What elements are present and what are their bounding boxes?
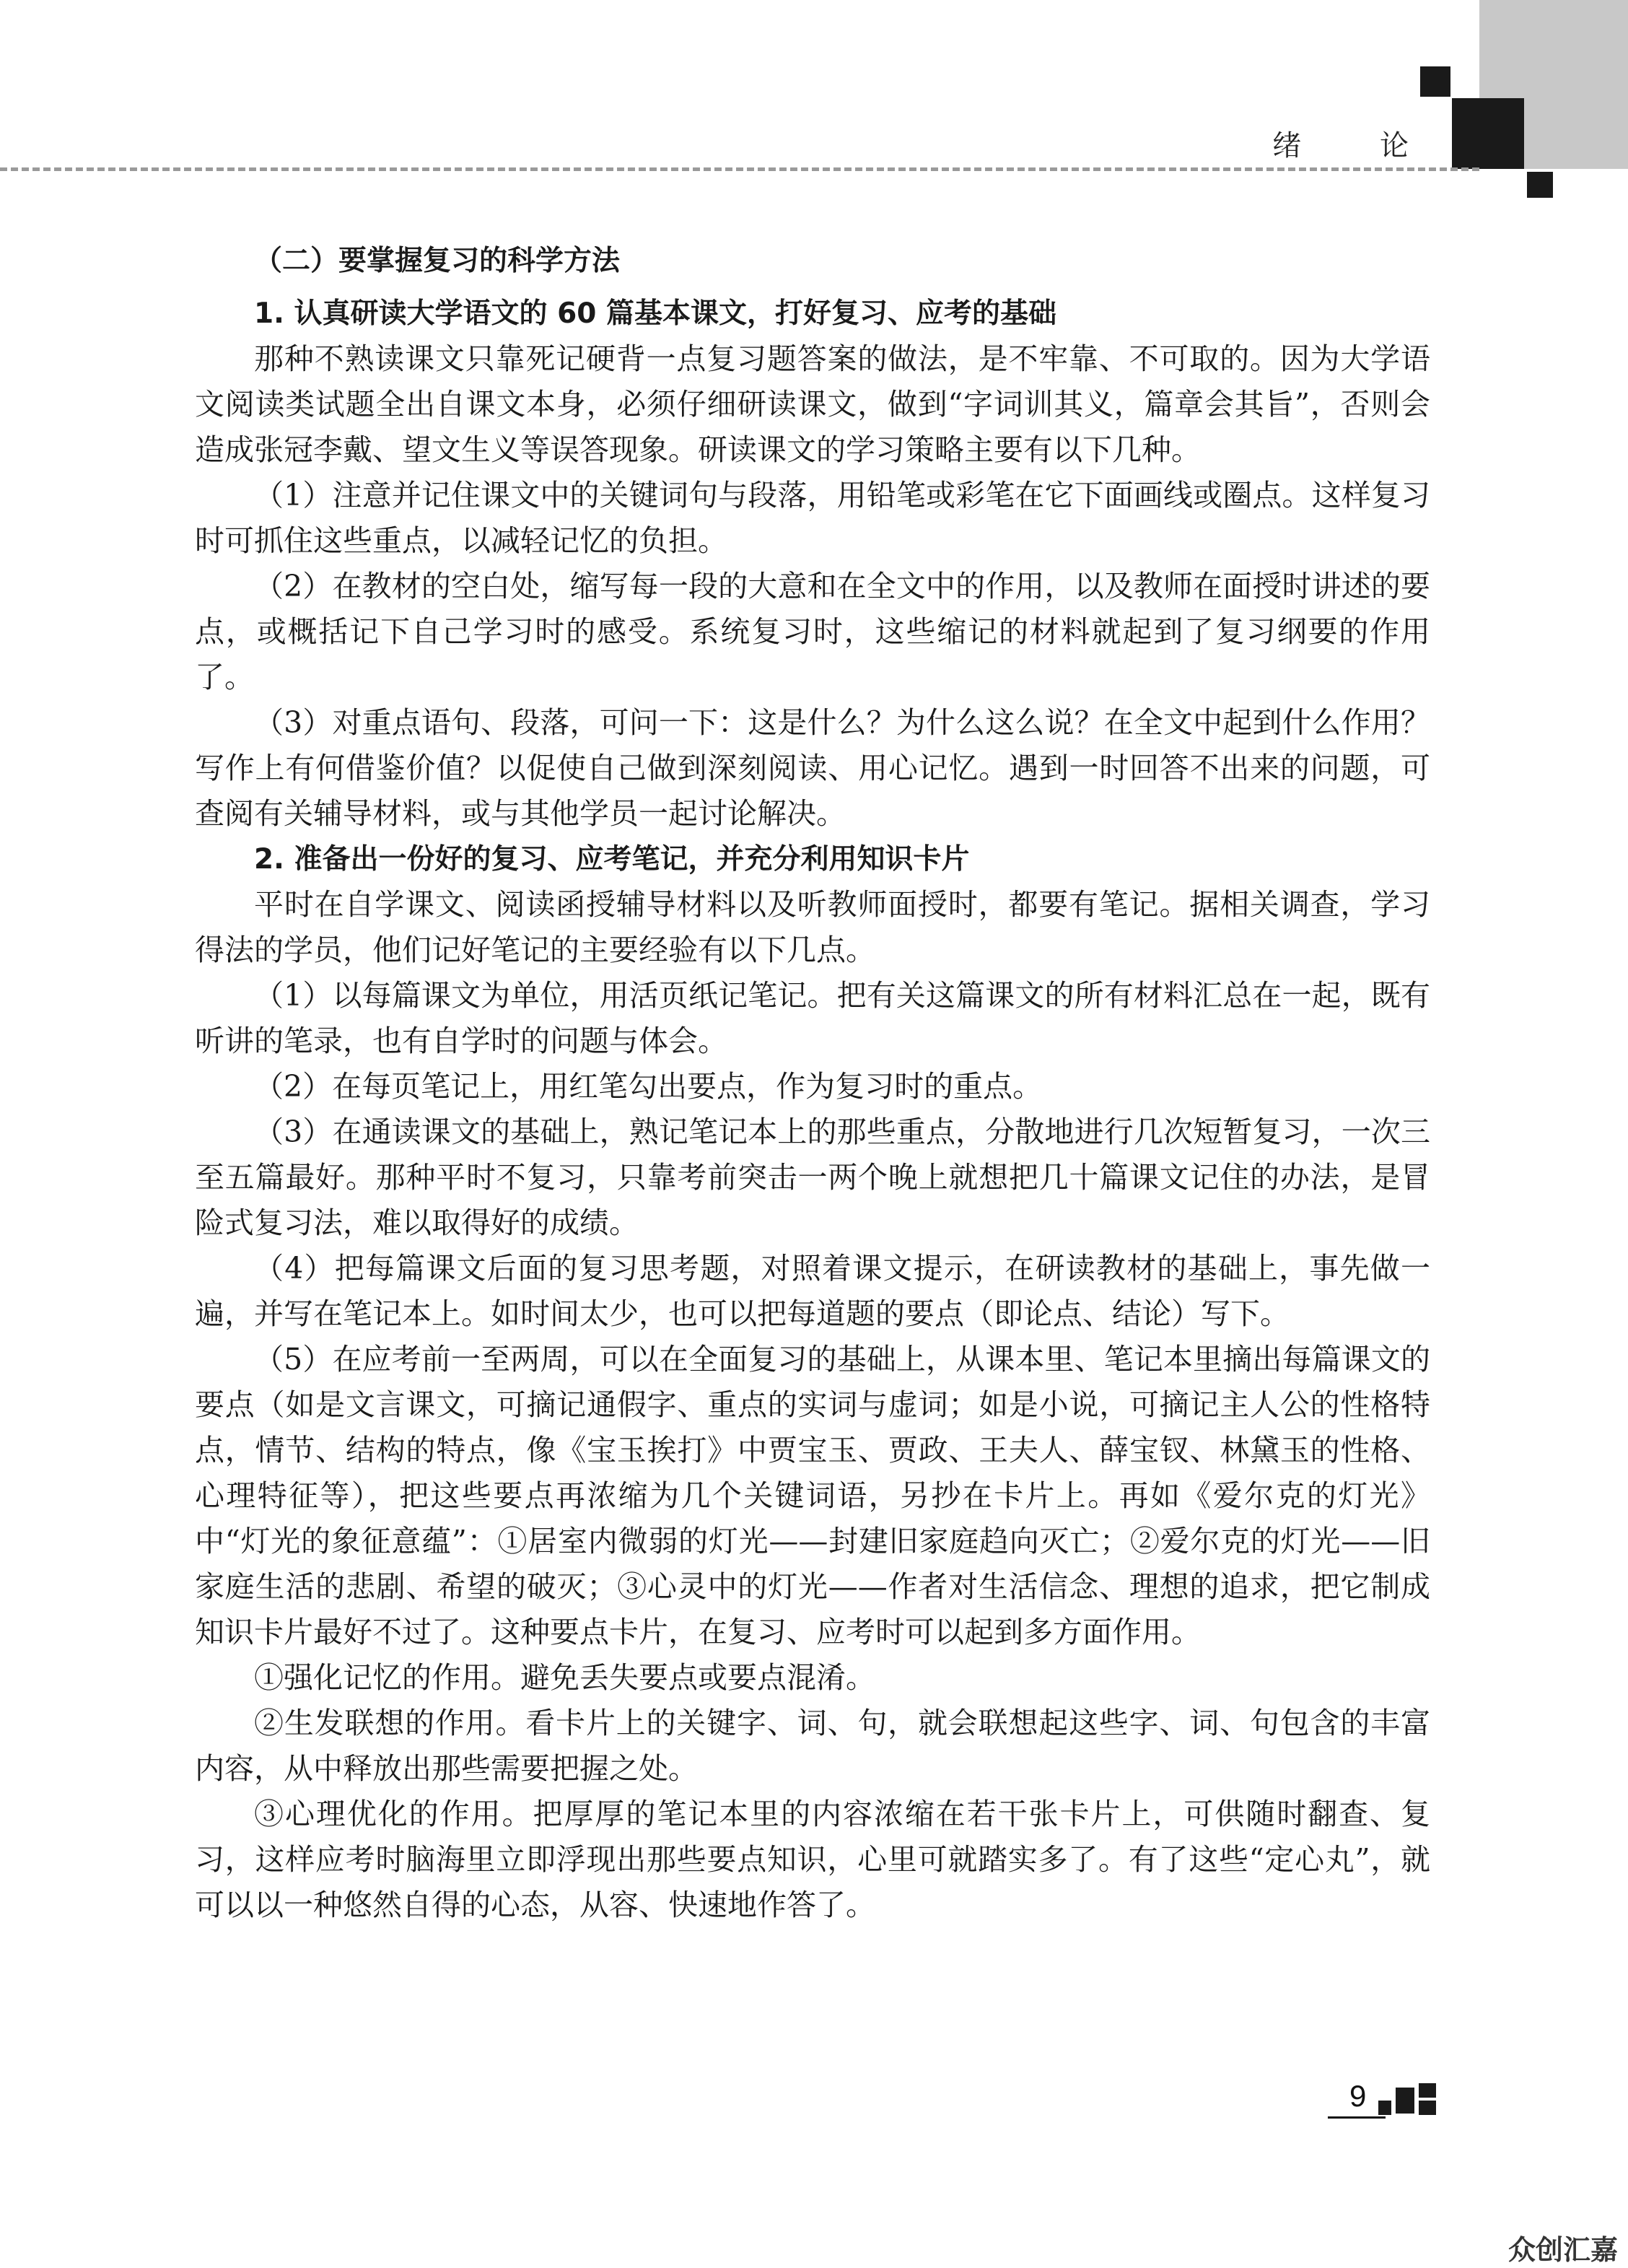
paragraph: （1）注意并记住课文中的关键词句与段落，用铅笔或彩笔在它下面画线或圈点。这样复习时可抓住这些重点，以减轻记忆的负担。 xyxy=(195,478,1430,558)
paragraph: ②生发联想的作用。看卡片上的关键字、词、句，就会联想起这些字、词、句包含的丰富内容，从中释放出那些需要把握之处。 xyxy=(195,1706,1430,1786)
footer-square-1 xyxy=(1378,2101,1391,2115)
section-heading: （二）要掌握复习的科学方法 xyxy=(254,245,621,277)
header-square-4 xyxy=(1527,172,1553,198)
paragraph: （5）在应考前一至两周，可以在全面复习的基础上，从课本里、笔记本里摘出每篇课文的要点（如是文言课文，可摘记通假字、重点的实词与虚词；如是小说，可摘记主人公的性格特点，情节、结构的特点，像《宝玉挨打》中贾宝玉、贾政、王夫人、薛宝钗、林黛玉的性格、心理特征等），把这些要点再浓缩为几个关键词语，另抄在卡片上。再如《爱尔克的灯光》中“灯光的象征意蕴”：①居室内微弱的灯光——封建旧家庭趋向灭亡；②爱尔克的灯光——旧家庭生活的悲剧、希望的破灭；③心灵中的灯光——作者对生活信念、理想的追求，把它制成知识卡片最好不过了。这种要点卡片，在复习、应考时可以起到多方面作用。 xyxy=(195,1342,1430,1649)
header-square-1 xyxy=(1420,66,1450,97)
paragraph: ③心理优化的作用。把厚厚的笔记本里的内容浓缩在若干张卡片上，可供随时翻查、复习，这样应考时脑海里立即浮现出那些要点知识，心里可就踏实多了。有了这些“定心丸”，就可以以一种悠然自得的心态，从容、快速地作答了。 xyxy=(195,1797,1430,1922)
paragraph: （3）对重点语句、段落，可问一下：这是什么？为什么这么说？在全文中起到什么作用？写作上有何借鉴价值？以促使自己做到深刻阅读、用心记忆。遇到一时回答不出来的问题，可查阅有关辅导材料，或与其他学员一起讨论解决。 xyxy=(195,705,1430,831)
footer-square-4 xyxy=(1419,2101,1436,2115)
subheading-1: 1. 认真研读大学语文的 60 篇基本课文，打好复习、应考的基础 xyxy=(254,297,1056,330)
header-rule xyxy=(0,167,1479,171)
header-square-3 xyxy=(1452,98,1524,169)
paragraph: （2）在每页笔记上，用红笔勾出要点，作为复习时的重点。 xyxy=(254,1069,1043,1104)
page-number: 9 xyxy=(1349,2079,1367,2113)
paragraph: （4）把每篇课文后面的复习思考题，对照着课文提示，在研读教材的基础上，事先做一遍，并写在笔记本上。如时间太少，也可以把每道题的要点（即论点、结论）写下。 xyxy=(195,1251,1430,1331)
paragraph: 那种不熟读课文只靠死记硬背一点复习题答案的做法，是不牢靠、不可取的。因为大学语文阅读类试题全出自课文本身，必须仔细研读课文，做到“字词训其义，篇章会其旨”，否则会造成张冠李戴、望文生义等误答现象。研读课文的学习策略主要有以下几种。 xyxy=(195,341,1430,467)
watermark: 众创汇嘉 xyxy=(1507,2234,1618,2266)
subheading-2: 2. 准备出一份好的复习、应考笔记，并充分利用知识卡片 xyxy=(254,843,970,876)
paragraph: ①强化记忆的作用。避免丢失要点或要点混淆。 xyxy=(254,1660,875,1695)
paragraph: （3）在通读课文的基础上，熟记笔记本上的那些重点，分散地进行几次短暂复习，一次三至五篇最好。那种平时不复习，只靠考前突击一两个晚上就想把几十篇课文记住的办法，是冒险式复习法，难以取得好的成绩。 xyxy=(195,1115,1430,1240)
paragraph: （1）以每篇课文为单位，用活页纸记笔记。把有关这篇课文的所有材料汇总在一起，既有听讲的笔录，也有自学时的问题与体会。 xyxy=(195,978,1430,1058)
paragraph: 平时在自学课文、阅读函授辅导材料以及听教师面授时，都要有笔记。据相关调查，学习得法的学员，他们记好笔记的主要经验有以下几点。 xyxy=(195,887,1430,967)
page-number-rule xyxy=(1328,2116,1386,2119)
footer-square-2 xyxy=(1396,2088,1414,2114)
footer-square-3 xyxy=(1419,2083,1436,2098)
paragraph: （2）在教材的空白处，缩写每一段的大意和在全文中的作用，以及教师在面授时讲述的要点，或概括记下自己学习时的感受。系统复习时，这些缩记的材料就起到了复习纲要的作用了。 xyxy=(195,569,1430,694)
page-body xyxy=(195,238,1430,1928)
chapter-header: 绪 论 xyxy=(1272,129,1443,162)
